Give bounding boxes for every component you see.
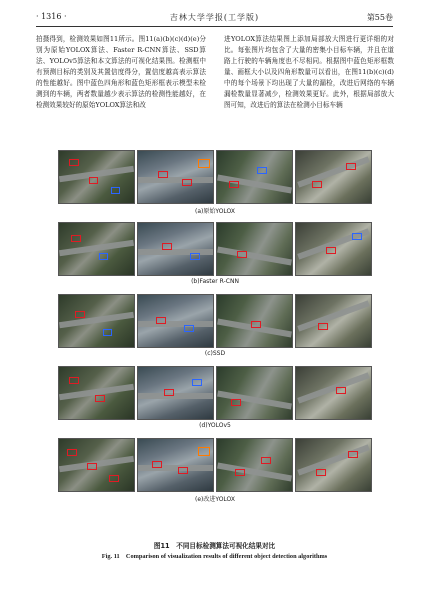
panel-d-caption: (d)YOLOv5	[199, 422, 231, 429]
panel-b-caption: (b)Faster R-CNN	[191, 278, 239, 285]
aerial-image	[58, 294, 135, 348]
panel-c-images	[58, 294, 372, 348]
aerial-image	[58, 150, 135, 204]
aerial-image	[295, 150, 372, 204]
aerial-image	[58, 438, 135, 492]
right-column	[224, 34, 394, 111]
aerial-image	[58, 222, 135, 276]
aerial-image	[216, 294, 293, 348]
aerial-image	[216, 366, 293, 420]
panel-a-images	[58, 150, 372, 204]
aerial-image	[216, 438, 293, 492]
figure-caption-en: Fig. 11 Comparison of visualization results of different object detection algorithms	[101, 553, 328, 560]
figure-11	[58, 150, 372, 540]
panel-b-images	[58, 222, 372, 276]
aerial-image	[295, 438, 372, 492]
aerial-image	[295, 222, 372, 276]
left-column	[36, 34, 206, 111]
figure-caption-cn: 图11 不同目标检测算法可视化结果对比	[153, 542, 276, 550]
aerial-image	[137, 438, 214, 492]
journal-title: 吉林大学学报(工学版)	[169, 13, 260, 22]
panel-a-caption: (a)原始YOLOX	[195, 208, 235, 215]
page-header	[36, 12, 393, 26]
header-rule	[36, 26, 393, 27]
aerial-image	[58, 366, 135, 420]
aerial-image	[295, 294, 372, 348]
aerial-image	[295, 366, 372, 420]
left-column-text: 拍摄得到，检测效果如图11所示。图11(a)(b)(c)(d)(e)分别为原始YOLOX算法、Faster R-CNN算法、SSD算法、YOLOv5算法和本文算法的可视化结果图。检测框中有预测目标的类别及其置信度得分，置信度越高表示算法的性能越好。图中蓝色四角形和蓝色矩形框表示模型未检测到的车辆，两者数量越少表示算法的检测性能越好，在检测效果较好的原始YOLOX算法和改	[36, 35, 206, 109]
aerial-image	[137, 294, 214, 348]
aerial-image	[137, 366, 214, 420]
aerial-image	[137, 222, 214, 276]
panel-e-caption: (e)改进YOLOX	[194, 496, 235, 503]
panel-d-images	[58, 366, 372, 420]
panel-c-caption: (c)SSD	[204, 350, 226, 357]
aerial-image	[216, 150, 293, 204]
aerial-image	[137, 150, 214, 204]
aerial-image	[216, 222, 293, 276]
right-column-text: 进YOLOX算法结果图上添加局部放大图进行更详细的对比。每张图片均包含了大量的密集小目标车辆，并且在道路上行驶的车辆角度也不尽相同。根据图中蓝色矩形框数量、画框大小以及四角形数量可以看出，在图11(b)(c)(d)中的每个场景下均出现了大量的漏检，改进后网络的车辆漏检数量显著减少，检测效果更好。此外，根据局部放大图可知，改进后的算法在检测小目标车辆	[224, 35, 394, 109]
volume-label: 第55卷	[366, 13, 393, 22]
page-number: · 1316 ·	[36, 12, 67, 21]
panel-e-images	[58, 438, 372, 492]
